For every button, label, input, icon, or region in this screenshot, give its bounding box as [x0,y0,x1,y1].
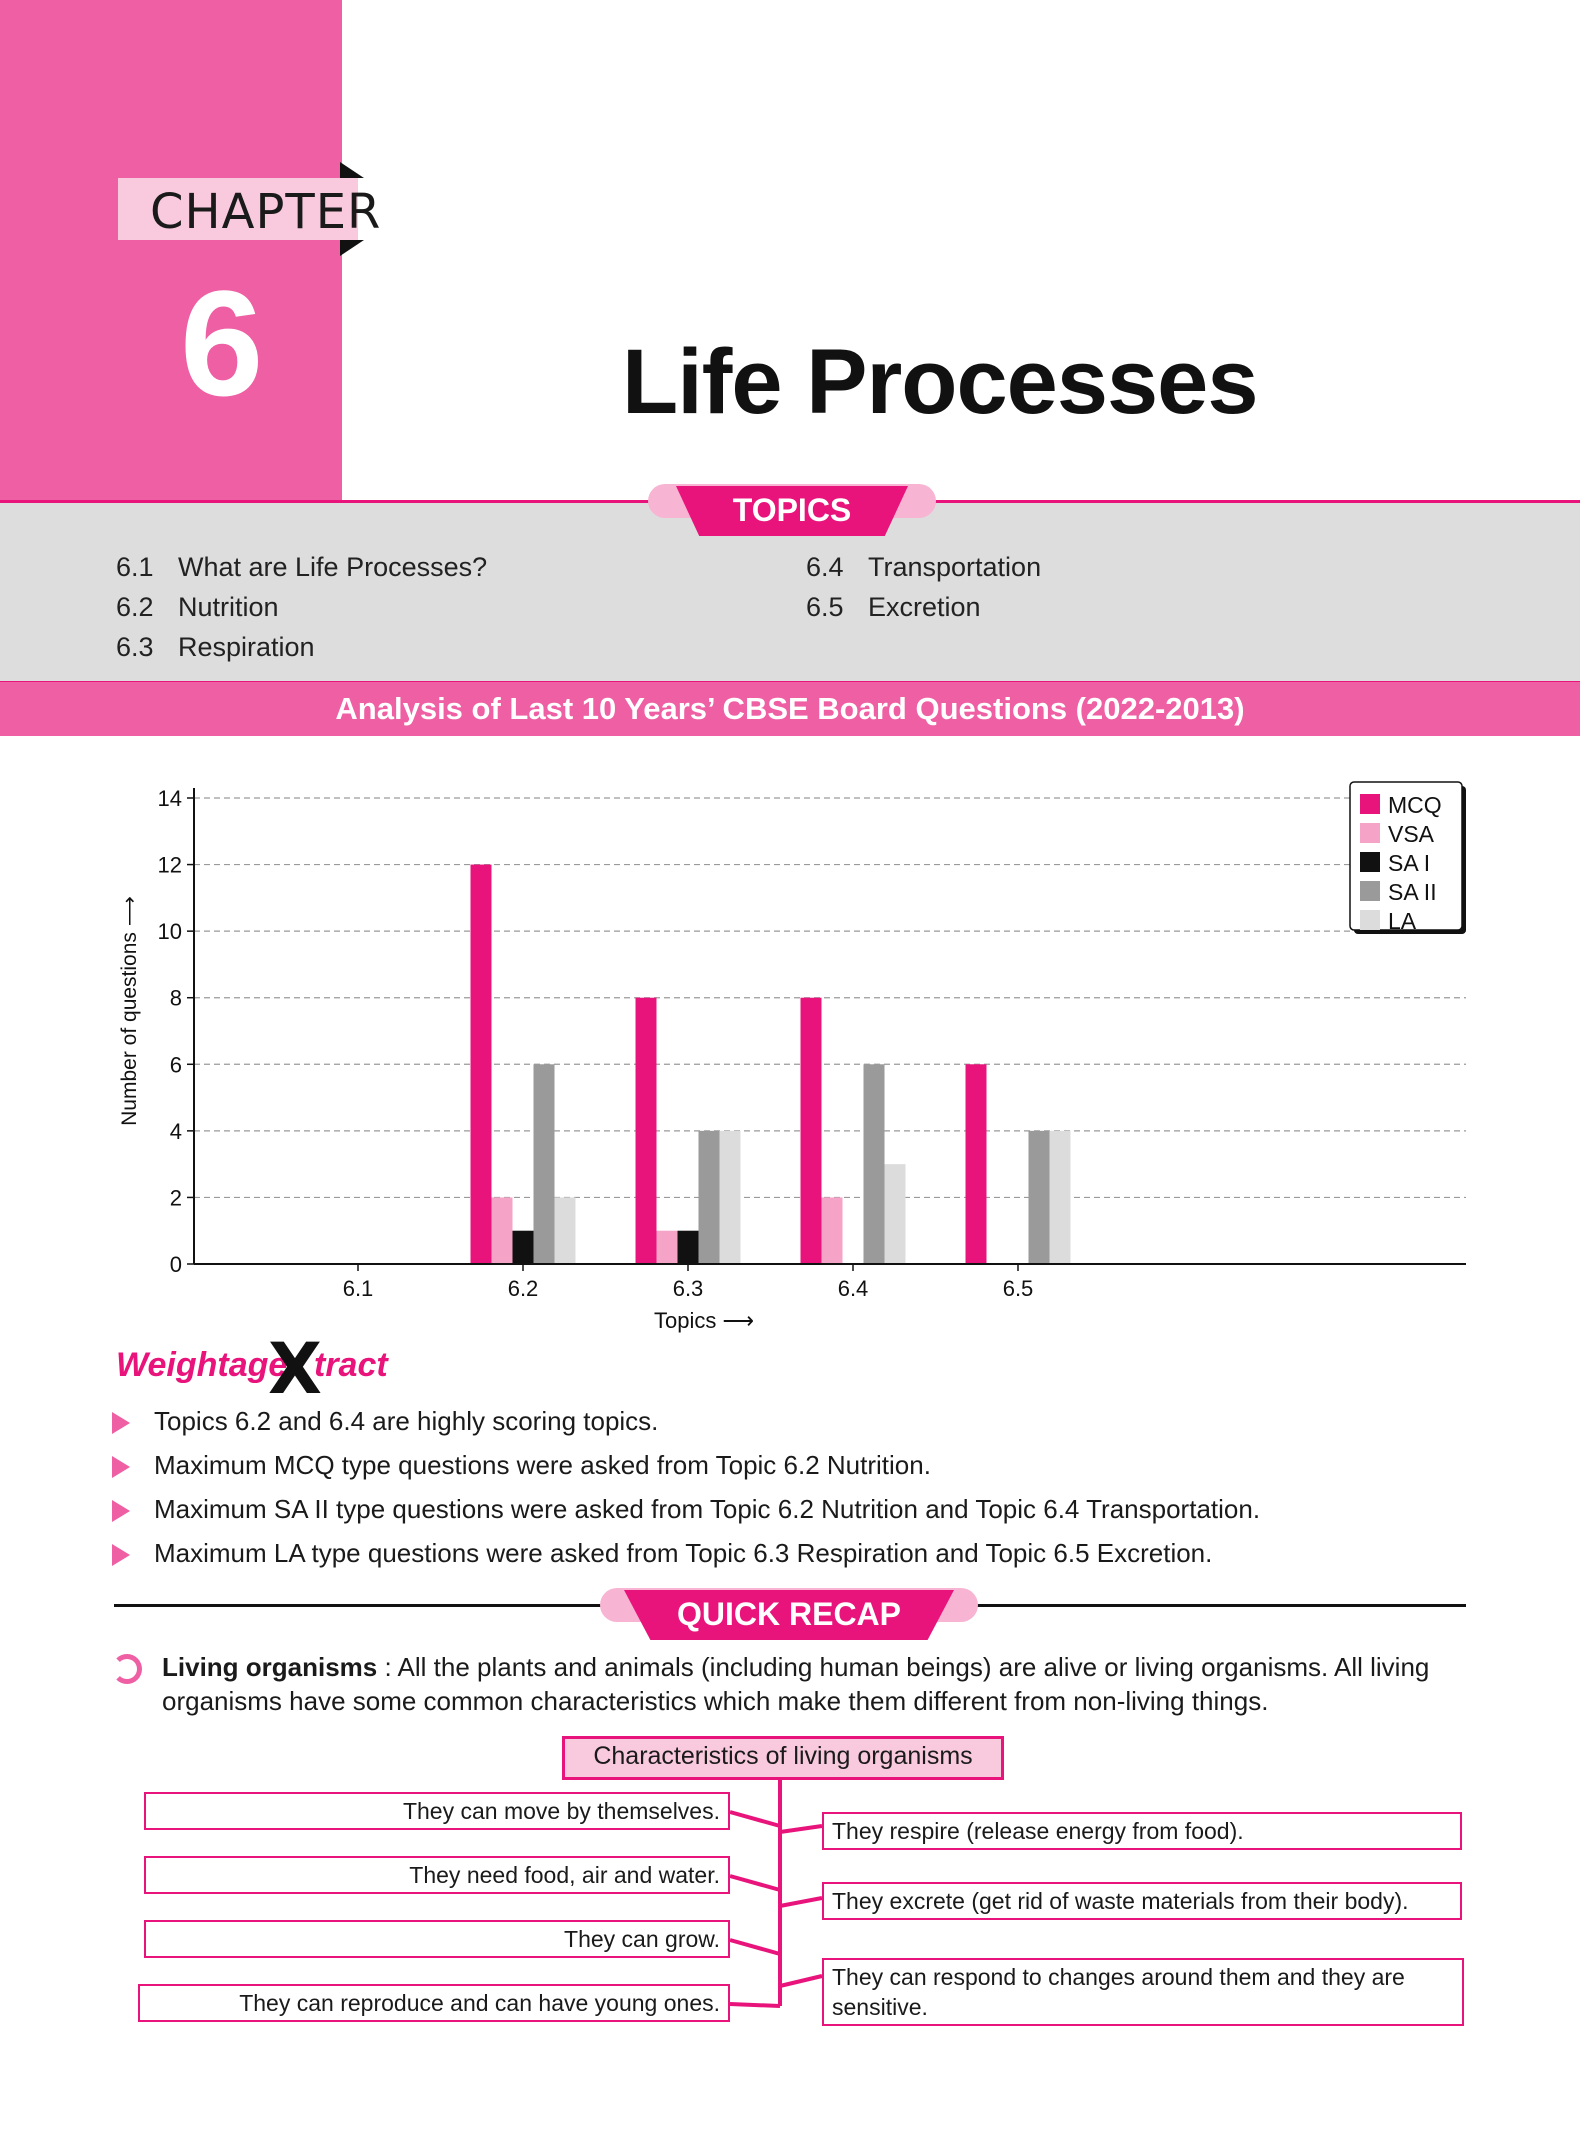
y-tick-label: 8 [169,985,182,1011]
weightage-item-text: Topics 6.2 and 6.4 are highly scoring topics. [154,1406,659,1436]
characteristic-box: They can grow. [144,1920,730,1958]
topic-label: Excretion [868,592,981,622]
topic-label: Respiration [178,632,315,662]
recap-text: All the plants and animals (including human beings) are alive or living organisms. All living organisms have some common characteristics which make them different from non-living things. [162,1652,1430,1716]
characteristic-box: They excrete (get rid of waste materials from their body). [822,1882,1462,1920]
recap-label: QUICK RECAP [676,1596,901,1632]
x-tick-label: 6.5 [1002,1276,1034,1301]
legend-label: MCQ [1388,792,1442,818]
y-tick-label: 4 [169,1118,182,1144]
weightage-title-suffix: tract [314,1346,388,1384]
x-axis-label: Topics ⟶ [653,1308,755,1333]
y-tick-label: 0 [169,1252,182,1277]
legend-label: SA II [1388,879,1437,905]
topic-number: 6.1 [116,552,154,582]
weightage-item-text: Maximum MCQ type questions were asked from Topic 6.2 Nutrition. [154,1450,931,1480]
connector-left-1 [730,1812,780,1826]
topic-number: 6.2 [116,592,154,622]
weightage-title: Weightage [116,1346,288,1384]
y-axis-label: Number of questions ⟶ [118,896,141,1126]
x-tick-label: 6.3 [672,1276,704,1301]
y-tick-label: 14 [157,786,182,811]
characteristic-box: They can reproduce and can have young ones. [138,1984,730,2022]
characteristic-box: They can move by themselves. [144,1792,730,1830]
topics-label: TOPICS [732,492,852,528]
connector-right-3 [780,1976,822,1986]
topic-number: 6.4 [806,552,844,582]
y-tick-label: 10 [157,919,182,945]
x-tick-label: 6.2 [507,1276,539,1301]
weightage-item-text: Maximum SA II type questions were asked from Topic 6.2 Nutrition and Topic 6.4 Transportation. [154,1494,1261,1524]
connector-right-2 [780,1898,822,1906]
topic-number: 6.5 [806,592,844,622]
connector-right-1 [780,1826,822,1832]
weightage-x-logo: X [268,1328,322,1410]
y-tick-label: 2 [169,1185,182,1211]
recap-term: Living organisms [162,1652,378,1682]
x-tick-label: 6.1 [342,1276,374,1301]
characteristics-heading: Characteristics of living organisms [593,1742,973,1770]
y-tick-label: 12 [157,852,182,878]
connector-left-2 [730,1876,780,1890]
connector-left-3 [730,1940,780,1954]
x-tick-label: 6.4 [837,1276,869,1301]
connector-left-4 [730,2004,780,2006]
characteristic-box: They need food, air and water. [144,1856,730,1894]
topic-label: What are Life Processes? [178,552,488,582]
legend-label: SA I [1388,850,1431,876]
legend-label: VSA [1388,821,1435,847]
weightage-item-text: Maximum LA type questions were asked from Topic 6.3 Respiration and Topic 6.5 Excretion. [154,1538,1213,1568]
characteristic-box: They respire (release energy from food). [822,1812,1462,1850]
topic-label: Nutrition [178,592,279,622]
y-tick-label: 6 [169,1052,182,1078]
analysis-title: Analysis of Last 10 Years’ CBSE Board Questions (2022-2013) [335,691,1245,726]
topic-label: Transportation [868,552,1042,582]
recap-separator: : [377,1652,398,1682]
chapter-number: 6 [180,259,264,427]
chapter-title: Life Processes [622,331,1258,433]
chapter-word: CHAPTER [150,184,382,240]
topic-number: 6.3 [116,632,154,662]
legend-label: LA [1388,908,1417,934]
characteristic-box: They can respond to changes around them and they are sensitive. [822,1958,1464,2026]
